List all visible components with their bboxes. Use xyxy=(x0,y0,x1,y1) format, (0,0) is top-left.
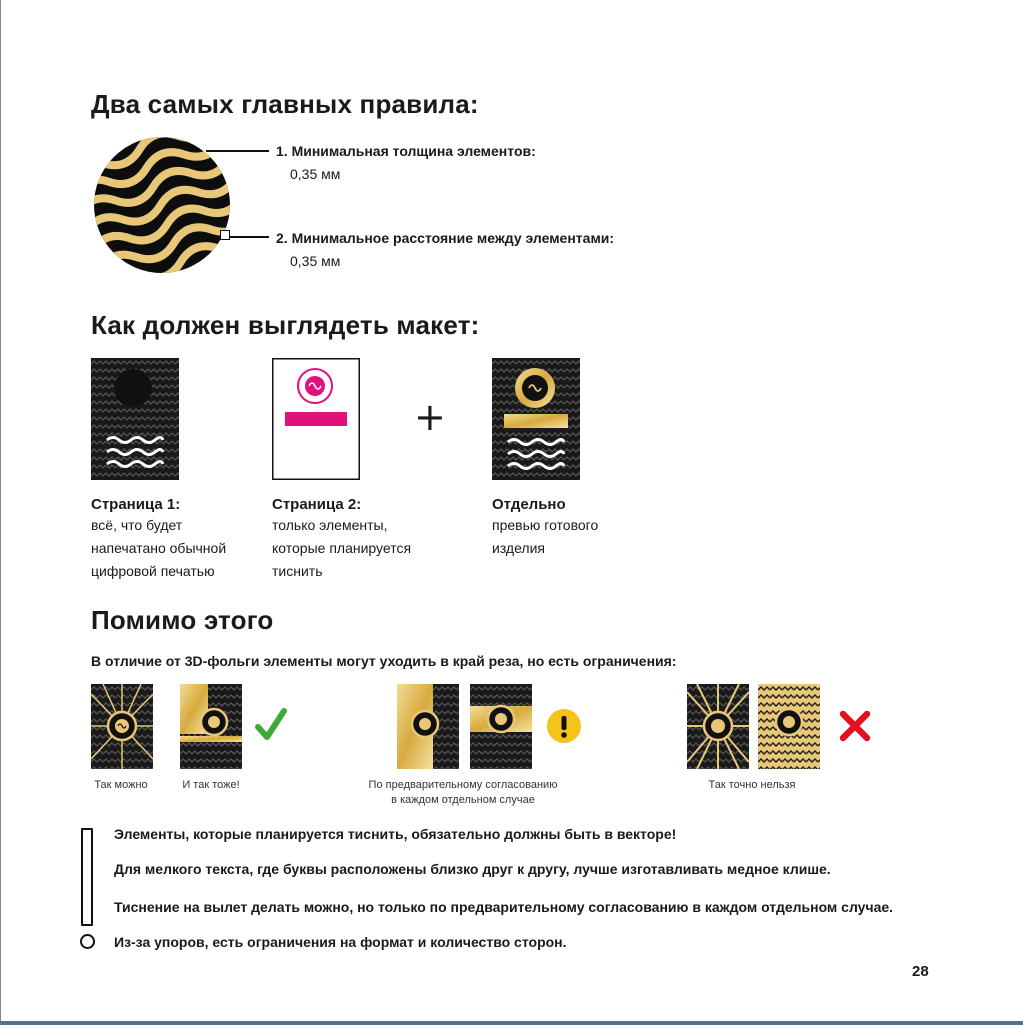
caption-page-1-title: Страница 1: xyxy=(91,496,181,513)
caption-page-1-line: цифровой печатью xyxy=(91,563,215,579)
note-3: Тиснение на вылет делать можно, но только по предварительному согласованию в каждом отдельном случае. xyxy=(114,899,894,915)
page-2-mockup xyxy=(272,358,360,480)
gap-marker xyxy=(220,230,230,240)
caption-preview xyxy=(492,496,598,560)
caption-page-2-line: которые планируется xyxy=(272,540,412,556)
preview-mockup xyxy=(492,358,580,480)
heading-main-rules: Два самых главных правила: xyxy=(91,89,479,119)
rule-2-title: 2. Минимальное расстояние между элементами: xyxy=(276,230,615,246)
caption-page-2-line: тиснить xyxy=(272,563,323,579)
example-ok-1 xyxy=(91,684,153,769)
rule-1-value: 0,35 мм xyxy=(290,166,341,182)
page-1-mockup xyxy=(91,358,179,480)
caption-page-2 xyxy=(272,496,411,583)
rule-1-title: 1. Минимальная толщина элементов: xyxy=(276,143,536,159)
note-2: Для мелкого текста, где буквы расположены близко друг к другу, лучше изготавливать медное клише. xyxy=(114,861,831,877)
note-4: Из-за упоров, есть ограничения на формат и количество сторон. xyxy=(114,934,567,950)
check-icon xyxy=(255,707,287,743)
caption-page-2-title: Страница 2: xyxy=(272,496,362,513)
example-bad-2 xyxy=(758,684,820,769)
example-warn-1 xyxy=(397,684,459,769)
page-frame-bottom xyxy=(0,1021,1023,1025)
page-number: 28 xyxy=(912,963,929,980)
example-ok-2 xyxy=(180,684,242,769)
example-warn-2 xyxy=(470,684,532,769)
leader-line-1 xyxy=(206,150,269,152)
leader-line-2 xyxy=(230,236,269,238)
exclamation-icon xyxy=(547,709,581,743)
plus-symbol: + xyxy=(414,395,446,439)
heading-layout: Как должен выглядеть макет: xyxy=(91,310,480,340)
caption-page-1 xyxy=(91,496,226,583)
caption-preview-line: превью готового xyxy=(492,517,599,533)
note-1: Элементы, которые планируется тиснить, обязательно должны быть в векторе! xyxy=(114,826,677,842)
caption-page-2-line: только элементы, xyxy=(272,517,388,533)
rule-2-value: 0,35 мм xyxy=(290,253,341,269)
heading-additionally: Помимо этого xyxy=(91,605,274,635)
notes-exclamation-bar xyxy=(81,828,93,926)
caption-ok-2: И так тоже! xyxy=(182,779,240,791)
cross-icon xyxy=(838,709,872,743)
wave-circle-illustration xyxy=(90,135,235,275)
page-frame-left xyxy=(0,0,1,1025)
caption-page-1-line: напечатано обычной xyxy=(91,540,227,556)
intro-text: В отличие от 3D-фольги элементы могут уходить в край реза, но есть ограничения: xyxy=(91,653,677,669)
caption-page-1-line: всё, что будет xyxy=(91,517,183,533)
caption-preview-title: Отдельно xyxy=(492,496,566,513)
caption-warn-line-2: в каждом отдельном случае xyxy=(391,794,535,806)
caption-preview-line: изделия xyxy=(492,540,545,556)
caption-ok-1: Так можно xyxy=(94,779,148,791)
notes-exclamation-dot xyxy=(80,934,95,949)
caption-bad: Так точно нельзя xyxy=(708,779,796,791)
caption-warn-line-1: По предварительному согласованию xyxy=(368,779,558,791)
example-bad-1 xyxy=(687,684,749,769)
